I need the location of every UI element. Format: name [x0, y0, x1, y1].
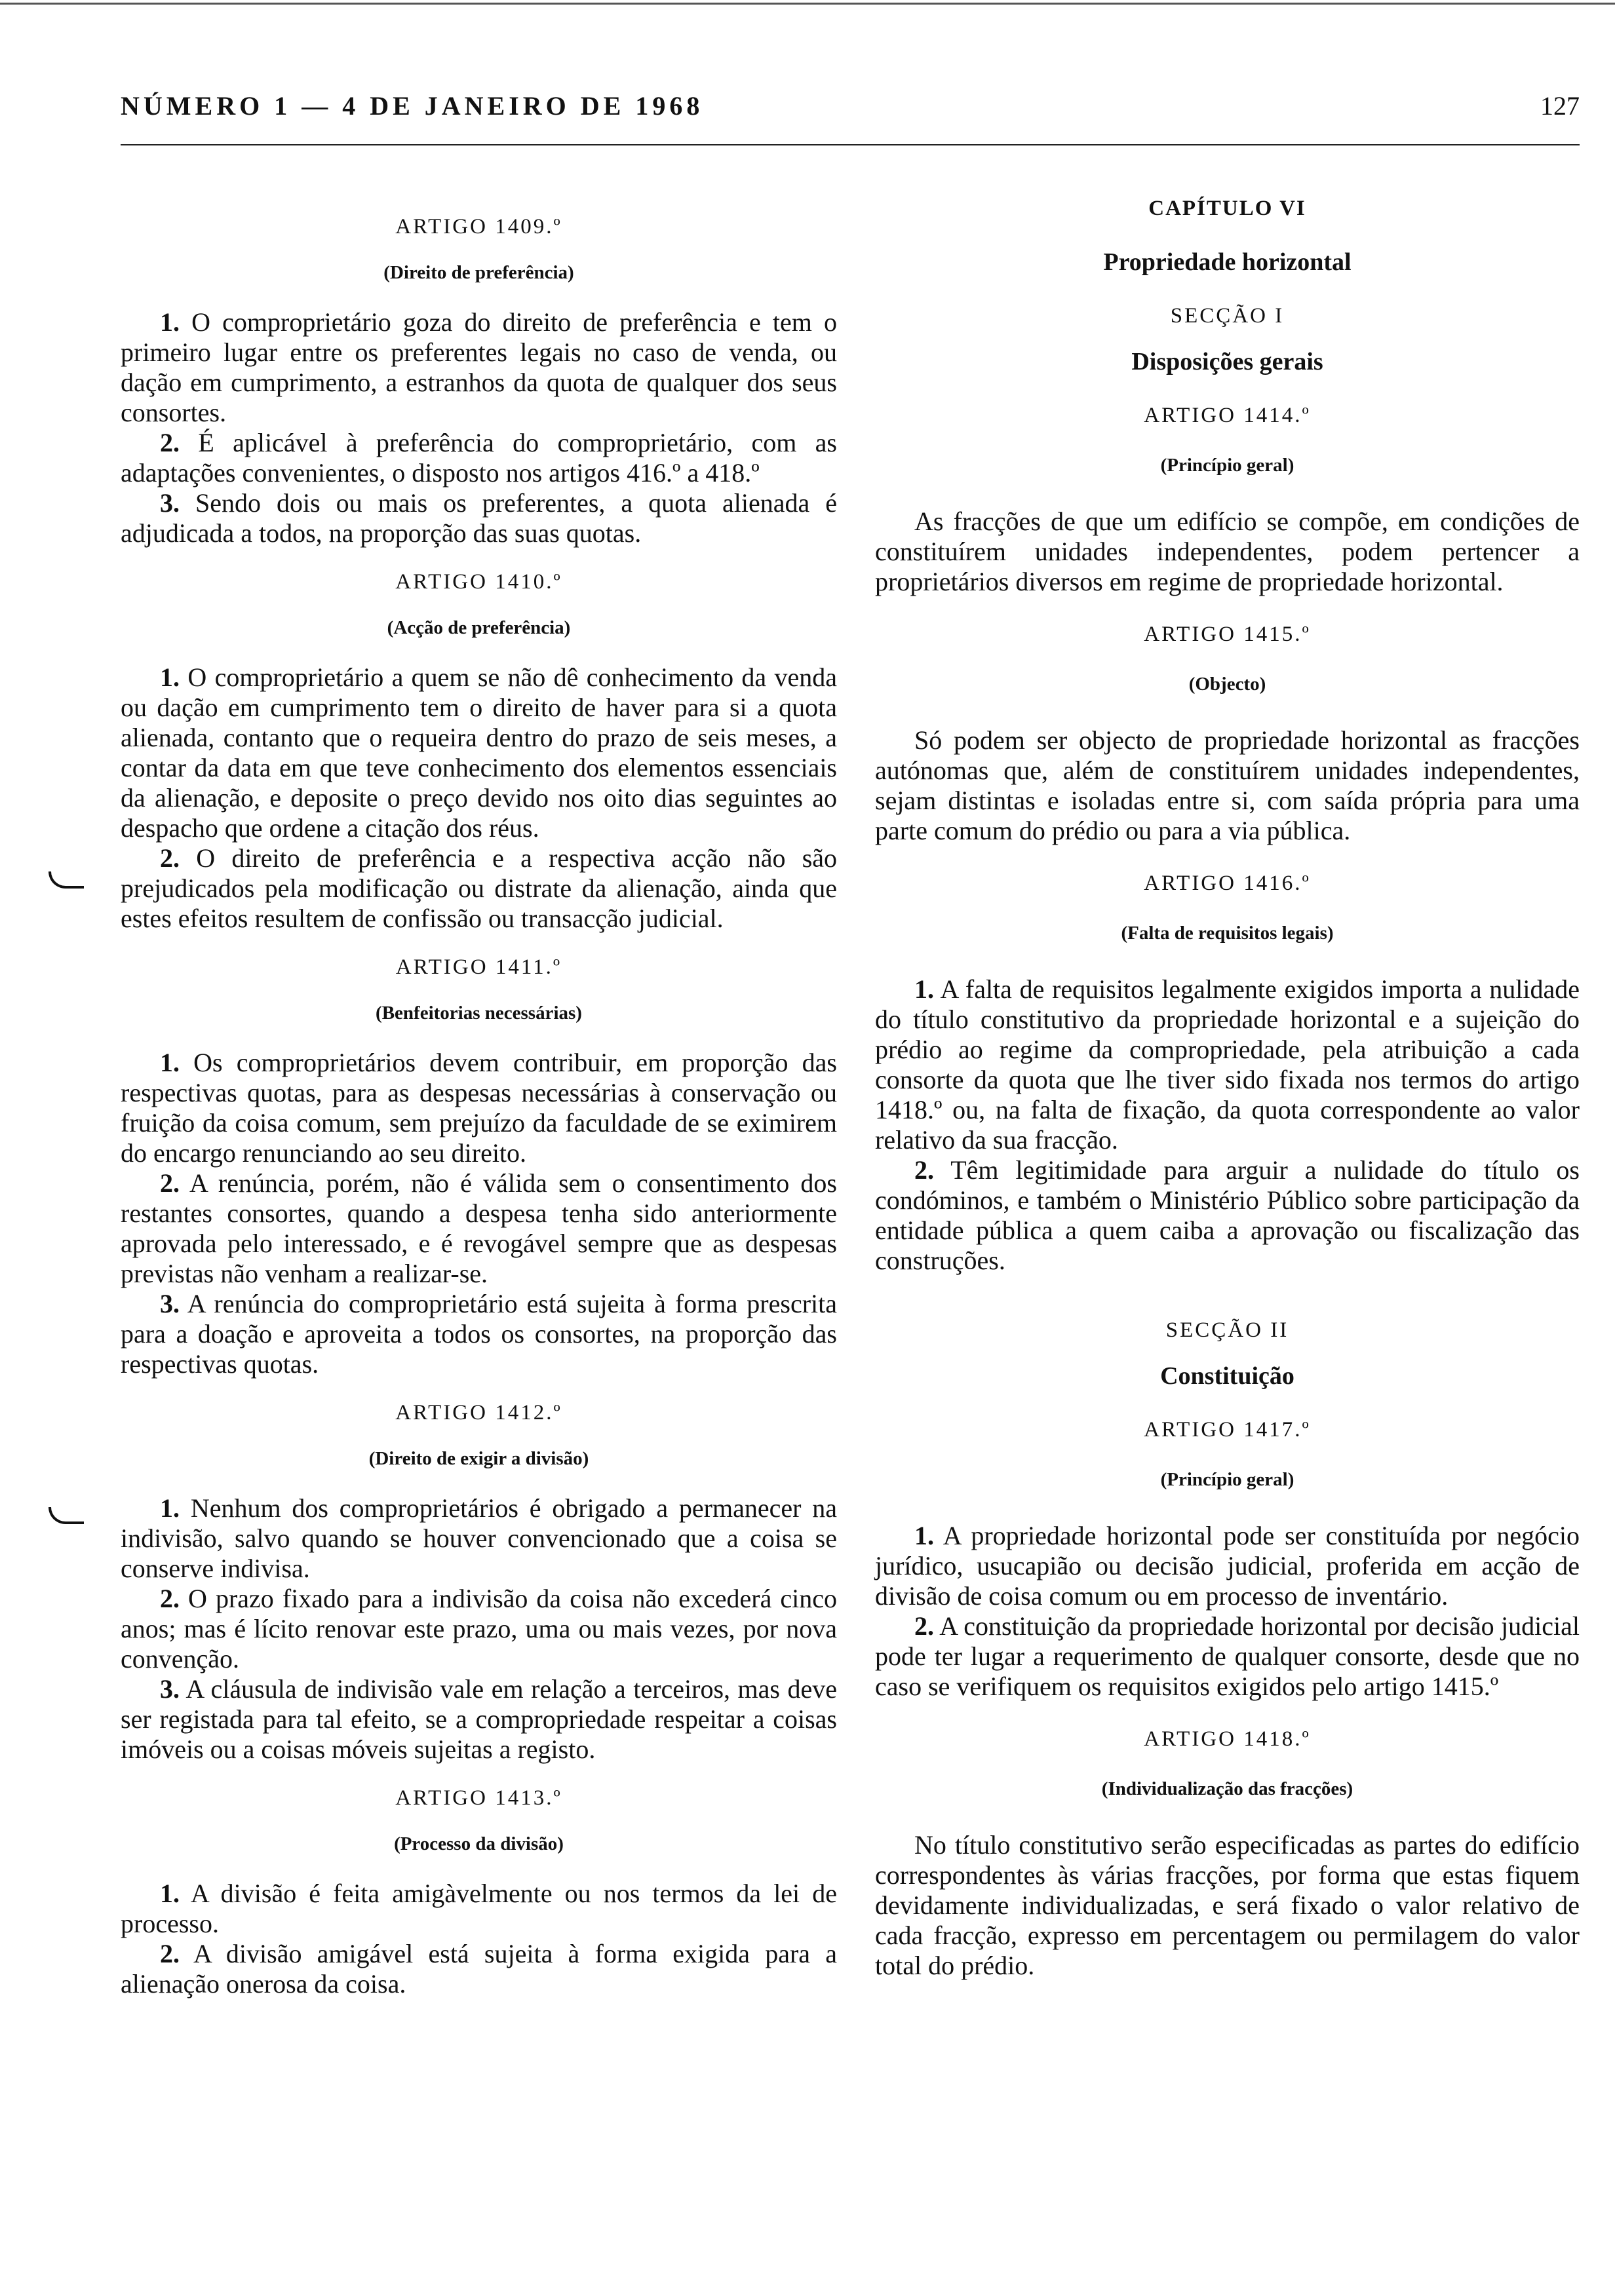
paragraph — [875, 725, 1580, 846]
paragraph-number: 1. — [914, 1521, 934, 1550]
paragraph — [121, 662, 837, 843]
paragraph-text: O direito de preferência e a respectiva acção não são prejudicados pela modificação ou distrate da alienação, ainda que estes efeitos resultem de confissão ou transacção judicial. — [121, 843, 838, 933]
paragraph-text: A falta de requisitos legalmente exigidos importa a nulidade do título constitutivo da propriedade horizontal e a sujeição do prédio ao regime da compropriedade, pela atribuição a cada consorte da quota que lhe tiver sido fixada nos termos do artigo 1418.º ou, na falta de fixação, da quota correspondente ao valor relativo da sua fracção. — [875, 974, 1580, 1155]
article-heading: ARTIGO 1418.º — [1144, 1727, 1311, 1751]
chapter-heading: CAPÍTULO VI — [1148, 197, 1306, 220]
paragraph-number: 2. — [160, 1939, 180, 1968]
subtitle-heading: (Objecto) — [1188, 674, 1266, 695]
header-divider — [121, 144, 1580, 145]
paragraph — [121, 1939, 837, 1999]
paragraph-text: O comproprietário a quem se não dê conhecimento da venda ou dação em cumprimento tem o direito de haver para si a quota alienada, contanto que o requeira dentro do prazo de seis meses, a contar da data em que teve conhecimento dos elementos essenciais da alienação, e deposite o preço devido nos oito dias seguintes ao despacho que ordene a citação dos réus. — [121, 662, 837, 843]
paragraph — [875, 974, 1580, 1155]
article-heading: ARTIGO 1417.º — [1144, 1418, 1311, 1442]
paragraph — [121, 1879, 837, 1939]
paragraph-number: 2. — [160, 1584, 180, 1613]
left-column — [121, 193, 837, 1999]
article-heading: ARTIGO 1415.º — [1144, 622, 1311, 646]
paragraph — [121, 1048, 837, 1168]
paragraph — [875, 1830, 1580, 1981]
issue-title: NÚMERO 1 — 4 DE JANEIRO DE 1968 — [121, 91, 704, 121]
page-header — [121, 90, 1580, 136]
section-heading: SECÇÃO II — [1165, 1318, 1289, 1342]
paragraph — [121, 1289, 837, 1379]
paragraph-text: A divisão amigável está sujeita à forma exigida para a alienação onerosa da coisa. — [121, 1939, 837, 1999]
article-heading: ARTIGO 1411.º — [395, 955, 562, 979]
article-heading: ARTIGO 1416.º — [1144, 871, 1311, 895]
paragraph-text: A cláusula de indivisão vale em relação a terceiros, mas deve ser registada para tal efeito, se a compropriedade respeitar a coisas imóveis ou a coisas móveis sujeitas a registo. — [121, 1674, 838, 1764]
paragraph — [875, 1155, 1580, 1276]
paragraph — [875, 1521, 1580, 1611]
paragraph-text: Têm legitimidade para arguir a nulidade do título os condóminos, e também o Ministério Público sobre participação da entidade pública a quem caiba a aprovação ou fiscalização das construções. — [875, 1155, 1580, 1275]
paragraph — [121, 1674, 837, 1765]
paragraph-text: A propriedade horizontal pode ser constituída por negócio jurídico, usucapião ou decisão judicial, proferida em acção de divisão de coisa comum ou em processo de inventário. — [875, 1521, 1580, 1611]
subtitle-heading: (Benfeitorias necessárias) — [376, 1003, 582, 1024]
paragraph-number: 2. — [160, 428, 180, 457]
paragraph-text: As fracções de que um edifício se compõe, em condições de constituírem unidades independentes, podem pertencer a proprietários diversos em regime de propriedade horizontal. — [875, 507, 1580, 596]
paragraph-number: 3. — [160, 1674, 180, 1704]
paragraph-number: 2. — [914, 1611, 934, 1641]
paragraph-text: Sendo dois ou mais os preferentes, a quota alienada é adjudicada a todos, na proporção das suas quotas. — [121, 488, 837, 548]
paragraph — [121, 1493, 837, 1584]
scan-top-border — [0, 3, 1615, 5]
article-heading: ARTIGO 1412.º — [395, 1401, 562, 1425]
paragraph — [121, 1584, 837, 1674]
article-heading: ARTIGO 1409.º — [395, 215, 562, 239]
paragraph-text: A constituição da propriedade horizontal por decisão judicial pode ter lugar a requerimento de qualquer consorte, desde que no caso se verifiquem os requisitos exigidos pelo artigo 1415.º — [875, 1611, 1580, 1701]
paragraph-number: 1. — [160, 1493, 180, 1523]
article-heading: ARTIGO 1410.º — [395, 570, 562, 594]
paragraph-text: No título constitutivo serão especificadas as partes do edifício correspondentes às várias fracções, por forma que estas fiquem devidamente individualizadas, e será fixado o valor relativo de cada fracção, expresso em percentagem ou permilagem do valor total do prédio. — [875, 1830, 1580, 1980]
paragraph-number: 2. — [160, 1168, 180, 1198]
paragraph-text: Só podem ser objecto de propriedade horizontal as fracções autónomas que, além de constituírem unidades independentes, sejam distintas e isoladas entre si, com saída própria para uma parte comum do prédio ou para a via pública. — [875, 725, 1580, 845]
paragraph — [121, 307, 837, 428]
paragraph — [121, 1168, 837, 1289]
title-heading: Disposições gerais — [1131, 348, 1323, 375]
paragraph-text: A divisão é feita amigàvelmente ou nos termos da lei de processo. — [121, 1879, 838, 1938]
paragraph — [121, 843, 837, 934]
subtitle-heading: (Direito de preferência) — [383, 262, 574, 283]
paragraph — [121, 428, 837, 488]
subtitle-heading: (Princípio geral) — [1160, 1469, 1294, 1490]
paragraph-number: 1. — [160, 307, 180, 337]
paragraph-number: 1. — [914, 974, 934, 1004]
paragraph — [875, 507, 1580, 597]
right-column — [875, 193, 1580, 1981]
paragraph-text: Os comproprietários devem contribuir, em proporção das respectivas quotas, para as despesas necessárias à conservação ou fruição da coisa comum, sem prejuízo da faculdade de se eximirem do encargo renunciando ao seu direito. — [121, 1048, 837, 1168]
title-heading: Propriedade horizontal — [1103, 248, 1352, 276]
paragraph-number: 2. — [914, 1155, 934, 1185]
paragraph — [121, 488, 837, 548]
paragraph-number: 1. — [160, 662, 180, 692]
paragraph-text: É aplicável à preferência do comproprietário, com as adaptações convenientes, o disposto nos artigos 416.º a 418.º — [121, 428, 837, 488]
paragraph-text: A renúncia do comproprietário está sujeita à forma prescrita para a doação e aproveita a todos os consortes, na proporção das respectivas quotas. — [121, 1289, 837, 1379]
title-heading: Constituição — [1160, 1362, 1294, 1390]
paragraph-text: Nenhum dos comproprietários é obrigado a permanecer na indivisão, salvo quando se houver convencionado que a coisa se conserve indivisa. — [121, 1493, 837, 1583]
page-number: 127 — [1540, 91, 1580, 121]
paragraph-number: 1. — [160, 1879, 180, 1908]
article-heading: ARTIGO 1414.º — [1144, 404, 1311, 427]
paragraph-number: 2. — [160, 843, 180, 873]
binding-mark — [49, 1507, 84, 1524]
paragraph-number: 1. — [160, 1048, 180, 1077]
subtitle-heading: (Individualização das fracções) — [1101, 1778, 1353, 1799]
paragraph-text: A renúncia, porém, não é válida sem o consentimento dos restantes consortes, quando a despesa tenha sido anteriormente aprovada pelo interessado, e é revogável sempre que as despesas previstas não venham a realizar-se. — [121, 1168, 837, 1288]
paragraph-text: O comproprietário goza do direito de preferência e tem o primeiro lugar entre os preferentes legais no caso de venda, ou dação em cumprimento, a estranhos da quota de qualquer dos seus consortes. — [121, 307, 837, 427]
paragraph-text: O prazo fixado para a indivisão da coisa não excederá cinco anos; mas é lícito renovar este prazo, uma ou mais vezes, por nova convenção. — [121, 1584, 837, 1674]
paragraph-number: 3. — [160, 1289, 180, 1318]
subtitle-heading: (Princípio geral) — [1160, 455, 1294, 476]
section-heading: SECÇÃO I — [1170, 304, 1285, 328]
subtitle-heading: (Falta de requisitos legais) — [1121, 923, 1334, 944]
paragraph-number: 3. — [160, 488, 180, 518]
paragraph — [875, 1611, 1580, 1702]
binding-mark — [49, 871, 84, 889]
subtitle-heading: (Processo da divisão) — [394, 1833, 564, 1854]
article-heading: ARTIGO 1413.º — [395, 1786, 562, 1810]
subtitle-heading: (Acção de preferência) — [387, 617, 571, 638]
subtitle-heading: (Direito de exigir a divisão) — [368, 1448, 589, 1469]
